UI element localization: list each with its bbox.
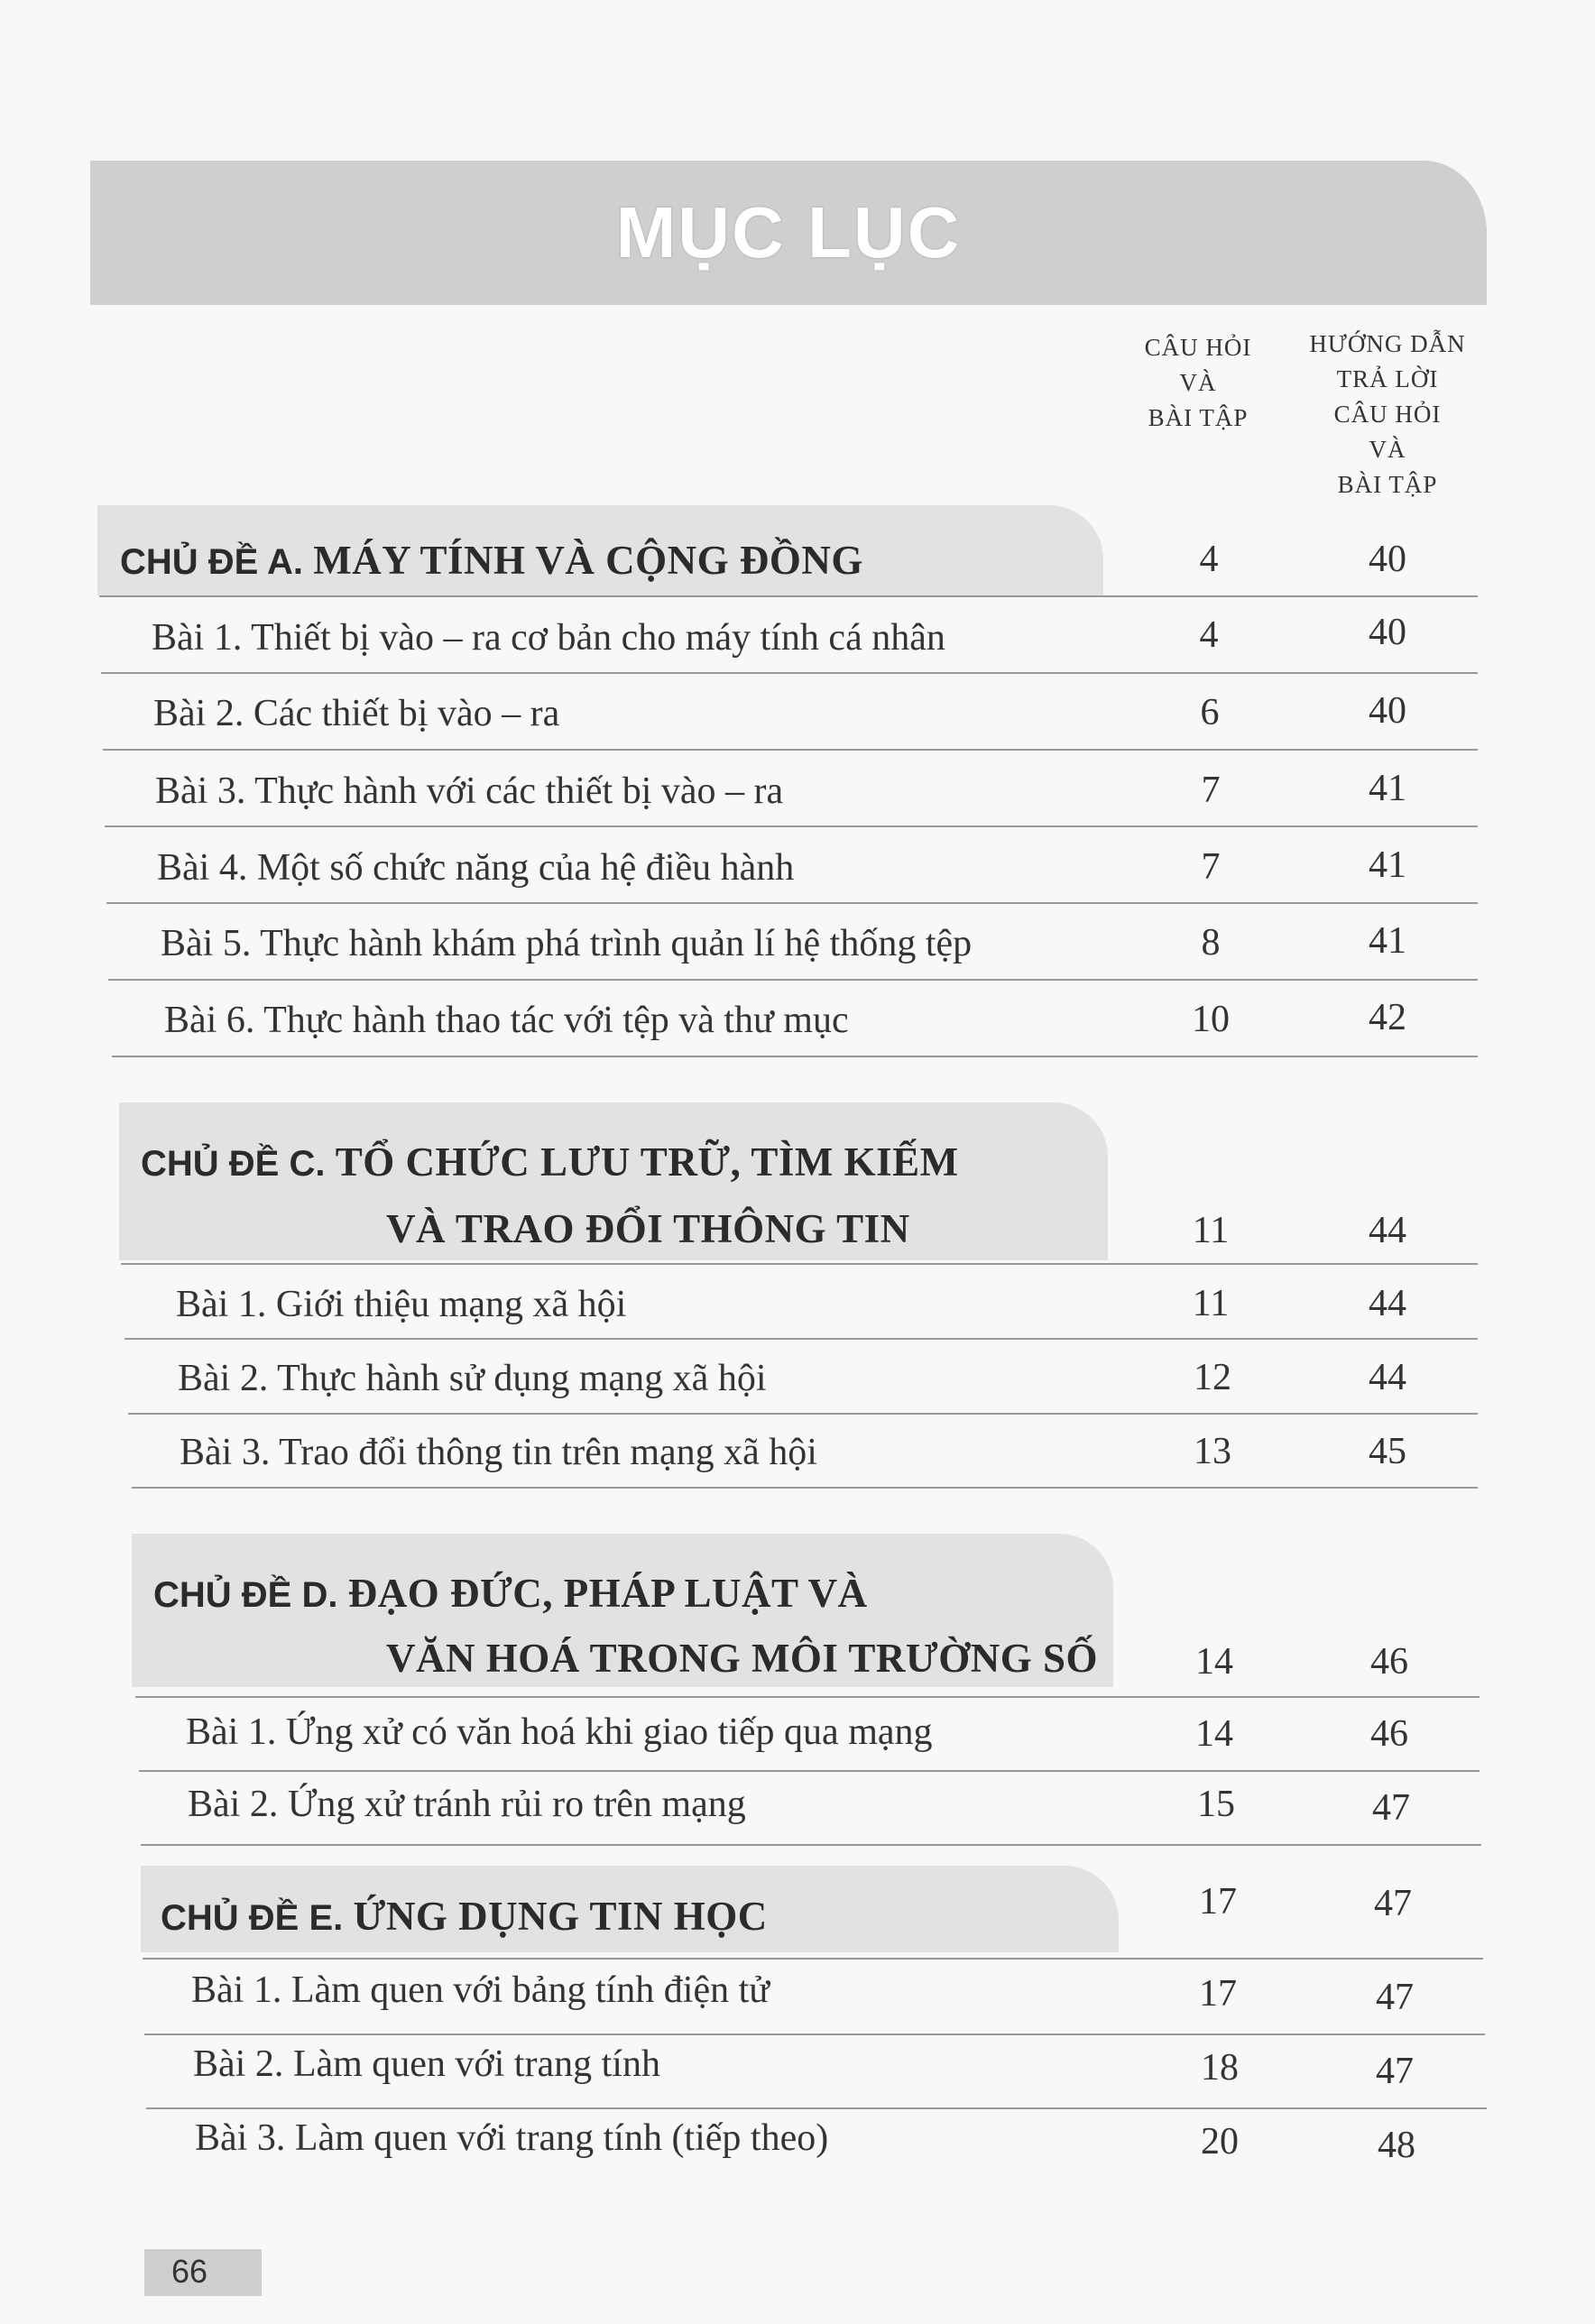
topic-d-title-line-2 (386, 1635, 1098, 1682)
lesson-c2-question-page: 12 (1194, 1357, 1231, 1398)
divider (121, 1263, 1478, 1265)
divider (144, 2034, 1485, 2035)
topic-d-title-line-1 (153, 1570, 868, 1617)
lesson-a3-answer-page: 41 (1369, 768, 1406, 809)
lesson-a3-question-page: 7 (1201, 770, 1221, 811)
topic-c-answer-page: 44 (1369, 1210, 1406, 1251)
lesson-d2-question-page: 15 (1197, 1784, 1235, 1825)
topic-name: TỔ CHỨC LƯU TRỮ, TÌM KIẾM (335, 1139, 959, 1185)
topic-d-question-page: 14 (1195, 1641, 1233, 1683)
topic-a-title (120, 537, 863, 584)
lesson-d1-question-page: 14 (1195, 1713, 1233, 1755)
header-band (90, 161, 1487, 305)
topic-a-question-page: 4 (1199, 539, 1219, 580)
lesson-a1: Bài 1. Thiết bị vào – ra cơ bản cho máy tính cá nhân (152, 617, 945, 659)
divider (139, 1770, 1480, 1772)
divider (141, 1844, 1481, 1846)
divider (101, 672, 1478, 674)
topic-e-answer-page: 47 (1374, 1883, 1412, 1924)
lesson-a6-answer-page: 42 (1369, 997, 1406, 1038)
divider (124, 1338, 1478, 1340)
divider (135, 1696, 1480, 1698)
lesson-a3: Bài 3. Thực hành với các thiết bị vào – ra (155, 770, 784, 812)
lesson-a2-answer-page: 40 (1369, 690, 1406, 732)
lesson-e1-answer-page: 47 (1376, 1977, 1414, 2018)
lesson-a1-question-page: 4 (1199, 614, 1219, 656)
divider (103, 749, 1478, 751)
lesson-e2-answer-page: 47 (1376, 2051, 1414, 2092)
lesson-e2: Bài 2. Làm quen với trang tính (193, 2043, 660, 2085)
page-number: 66 (171, 2253, 208, 2290)
topic-tag: CHỦ ĐỀ D. (153, 1575, 338, 1615)
lesson-a4-question-page: 7 (1201, 846, 1221, 888)
topic-e-question-page: 17 (1199, 1881, 1237, 1923)
divider (106, 902, 1478, 904)
lesson-a4: Bài 4. Một số chức năng của hệ điều hành (157, 847, 795, 889)
lesson-e3-answer-page: 48 (1378, 2125, 1415, 2166)
divider (146, 2107, 1487, 2109)
topic-c-question-page: 11 (1192, 1210, 1230, 1251)
column-header-line: BÀI TẬP (1337, 471, 1438, 498)
lesson-e2-question-page: 18 (1201, 2047, 1239, 2089)
divider (112, 1056, 1478, 1057)
topic-tag: CHỦ ĐỀ E. (161, 1898, 344, 1938)
lesson-a4-answer-page: 41 (1369, 844, 1406, 886)
lesson-c3-question-page: 13 (1194, 1431, 1231, 1472)
divider (99, 595, 1478, 597)
topic-name-continued: VĂN HOÁ TRONG MÔI TRƯỜNG SỐ (386, 1636, 1098, 1681)
topic-e-title (161, 1893, 768, 1940)
topic-name: ĐẠO ĐỨC, PHÁP LUẬT VÀ (347, 1571, 868, 1616)
divider (105, 825, 1478, 827)
lesson-c1: Bài 1. Giới thiệu mạng xã hội (176, 1284, 627, 1325)
column-header-questions (1117, 330, 1279, 436)
column-header-line: TRẢ LỜI (1336, 365, 1439, 392)
lesson-d2: Bài 2. Ứng xử tránh rủi ro trên mạng (188, 1784, 746, 1825)
lesson-c3: Bài 3. Trao đổi thông tin trên mạng xã hội (180, 1432, 817, 1473)
lesson-c1-question-page: 11 (1192, 1283, 1230, 1324)
divider (108, 979, 1478, 981)
lesson-a6-question-page: 10 (1192, 999, 1230, 1040)
lesson-d1-answer-page: 46 (1370, 1713, 1408, 1755)
column-header-answers (1281, 327, 1494, 503)
divider (132, 1487, 1478, 1489)
lesson-e1: Bài 1. Làm quen với bảng tính điện tử (191, 1969, 770, 2011)
topic-c-title-line-1 (141, 1139, 959, 1185)
lesson-a2: Bài 2. Các thiết bị vào – ra (153, 693, 560, 734)
column-header-line: BÀI TẬP (1148, 404, 1249, 431)
topic-name: ỨNG DỤNG TIN HỌC (353, 1894, 768, 1939)
lesson-e3: Bài 3. Làm quen với trang tính (tiếp theo) (195, 2117, 829, 2159)
lesson-a5: Bài 5. Thực hành khám phá trình quản lí hệ thống tệp (161, 923, 973, 964)
lesson-c3-answer-page: 45 (1369, 1431, 1406, 1472)
column-header-line: CÂU HỎI (1144, 334, 1252, 361)
lesson-a2-question-page: 6 (1200, 692, 1220, 733)
lesson-c2: Bài 2. Thực hành sử dụng mạng xã hội (178, 1358, 767, 1399)
lesson-d1: Bài 1. Ứng xử có văn hoá khi giao tiếp qua mạng (186, 1711, 933, 1753)
lesson-a1-answer-page: 40 (1369, 612, 1406, 653)
topic-d-answer-page: 46 (1370, 1641, 1408, 1683)
lesson-a5-question-page: 8 (1201, 922, 1221, 964)
lesson-a5-answer-page: 41 (1369, 920, 1406, 962)
column-header-line: VÀ (1179, 369, 1217, 396)
topic-a-answer-page: 40 (1369, 539, 1406, 580)
lesson-e1-question-page: 17 (1199, 1973, 1237, 2015)
divider (143, 1958, 1483, 1960)
column-header-line: HƯỚNG DẪN (1309, 330, 1466, 357)
lesson-a6: Bài 6. Thực hành thao tác với tệp và thư mục (164, 1000, 849, 1041)
topic-c-title-line-2 (386, 1205, 910, 1252)
column-header-line: CÂU HỎI (1333, 401, 1442, 428)
lesson-e3-question-page: 20 (1201, 2121, 1239, 2163)
topic-tag: CHỦ ĐỀ A. (120, 542, 303, 582)
column-header-line: VÀ (1369, 436, 1406, 463)
divider (128, 1413, 1478, 1415)
topic-name-continued: VÀ TRAO ĐỔI THÔNG TIN (386, 1206, 910, 1251)
topic-name: MÁY TÍNH VÀ CỘNG ĐỒNG (313, 538, 863, 583)
lesson-c1-answer-page: 44 (1369, 1283, 1406, 1324)
topic-tag: CHỦ ĐỀ C. (141, 1144, 326, 1184)
page-title: MỤC LỤC (615, 192, 962, 272)
lesson-d2-answer-page: 47 (1372, 1787, 1410, 1829)
lesson-c2-answer-page: 44 (1369, 1357, 1406, 1398)
